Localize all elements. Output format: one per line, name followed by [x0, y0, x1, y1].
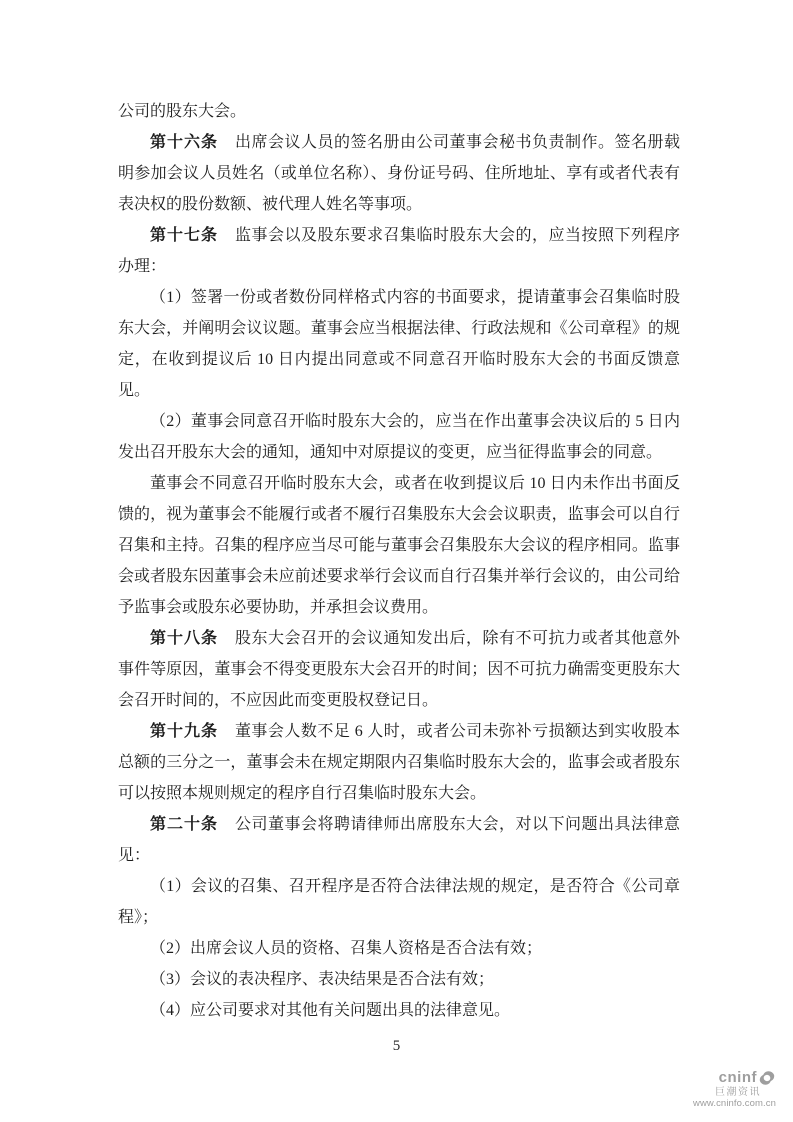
paragraph-text: 股东大会召开的会议通知发出后，除有不可抗力或者其他意外事件等原因，董事会不得变更股东大会召开的时间；因不可抗力确需变更股东大会召开时间的，不应因此而变更股权登记日。 [118, 630, 680, 709]
paragraph-article-18 [118, 623, 680, 716]
article-number: 第十六条 [150, 134, 218, 151]
cninfo-chinese-name: 巨潮资讯 [715, 1087, 761, 1098]
footer-page-number: 5 [392, 1038, 401, 1054]
cninfo-brand-row [680, 1069, 776, 1087]
paragraph-article-17 [118, 220, 680, 282]
document-body [118, 96, 680, 1026]
paragraph-text: 董事会不同意召开临时股东大会，或者在收到提议后 10 日内未作出书面反馈的，视为董事会不能履行或者不履行召集股东大会会议职责，监事会可以自行召集和主持。召集的程序应当尽可能与董事会召集股东大会议的程序相同。监事会或者股东因董事会未应前述要求举行会议而自行召集并举行会议的，由公司给予监事会或股东必要协助，并承担会议费用。 [118, 475, 680, 616]
paragraph-item-1 [118, 282, 680, 406]
article-number: 第二十条 [150, 816, 218, 833]
cninfo-logo [680, 1069, 776, 1110]
paragraph-text: 监事会以及股东要求召集临时股东大会的，应当按照下列程序办理： [118, 227, 680, 275]
paragraph-text: （3）会议的表决程序、表决结果是否合法有效； [150, 971, 495, 988]
cninfo-brand-text: cninf [718, 1069, 757, 1086]
paragraph [118, 468, 680, 623]
article-number: 第十八条 [150, 630, 218, 647]
paragraph-article-20 [118, 809, 680, 871]
cninfo-url: www.cninfo.com.cn [692, 1098, 776, 1109]
paragraph [118, 96, 680, 127]
paragraph-item-4 [118, 995, 680, 1026]
paragraph-text: （4）应公司要求对其他有关问题出具的法律意见。 [150, 1002, 511, 1019]
article-number: 第十九条 [150, 723, 218, 740]
article-number: 第十七条 [150, 227, 218, 244]
paragraph-item-3 [118, 964, 680, 995]
paragraph-text: 公司董事会将聘请律师出席股东大会，对以下问题出具法律意见： [118, 816, 680, 864]
paragraph-article-19 [118, 716, 680, 809]
paragraph-text: 董事会人数不足 6 人时，或者公司未弥补亏损额达到实收股本总额的三分之一，董事会未在规定期限内召集临时股东大会的，监事会或者股东可以按照本规则规定的程序自行召集临时股东大会。 [118, 723, 680, 802]
paragraph-text: （2）董事会同意召开临时股东大会的，应当在作出董事会决议后的 5 日内发出召开股东大会的通知，通知中对原提议的变更，应当征得监事会的同意。 [118, 413, 680, 461]
paragraph-item-2 [118, 406, 680, 468]
paragraph-text: （1）会议的召集、召开程序是否符合法律法规的规定，是否符合《公司章程》； [118, 878, 680, 926]
paragraph-text: （1）签署一份或者数份同样格式内容的书面要求，提请董事会召集临时股东大会，并阐明会议议题。董事会应当根据法律、行政法规和《公司章程》的规定，在收到提议后 10 日内提出同意或不同意召开临时股东大会的书面反馈意见。 [118, 289, 680, 399]
paragraph-item-2 [118, 933, 680, 964]
cninfo-swirl-icon [758, 1069, 776, 1087]
paragraph-text: 出席会议人员的签名册由公司董事会秘书负责制作。签名册载明参加会议人员姓名（或单位名称）、身份证号码、住所地址、享有或者代表有表决权的股份数额、被代理人姓名等事项。 [118, 134, 680, 213]
paragraph-item-1 [118, 871, 680, 933]
paragraph-article-16 [118, 127, 680, 220]
paragraph-text: 公司的股东大会。 [118, 103, 247, 120]
paragraph-text: （2）出席会议人员的资格、召集人资格是否合法有效； [150, 940, 543, 957]
